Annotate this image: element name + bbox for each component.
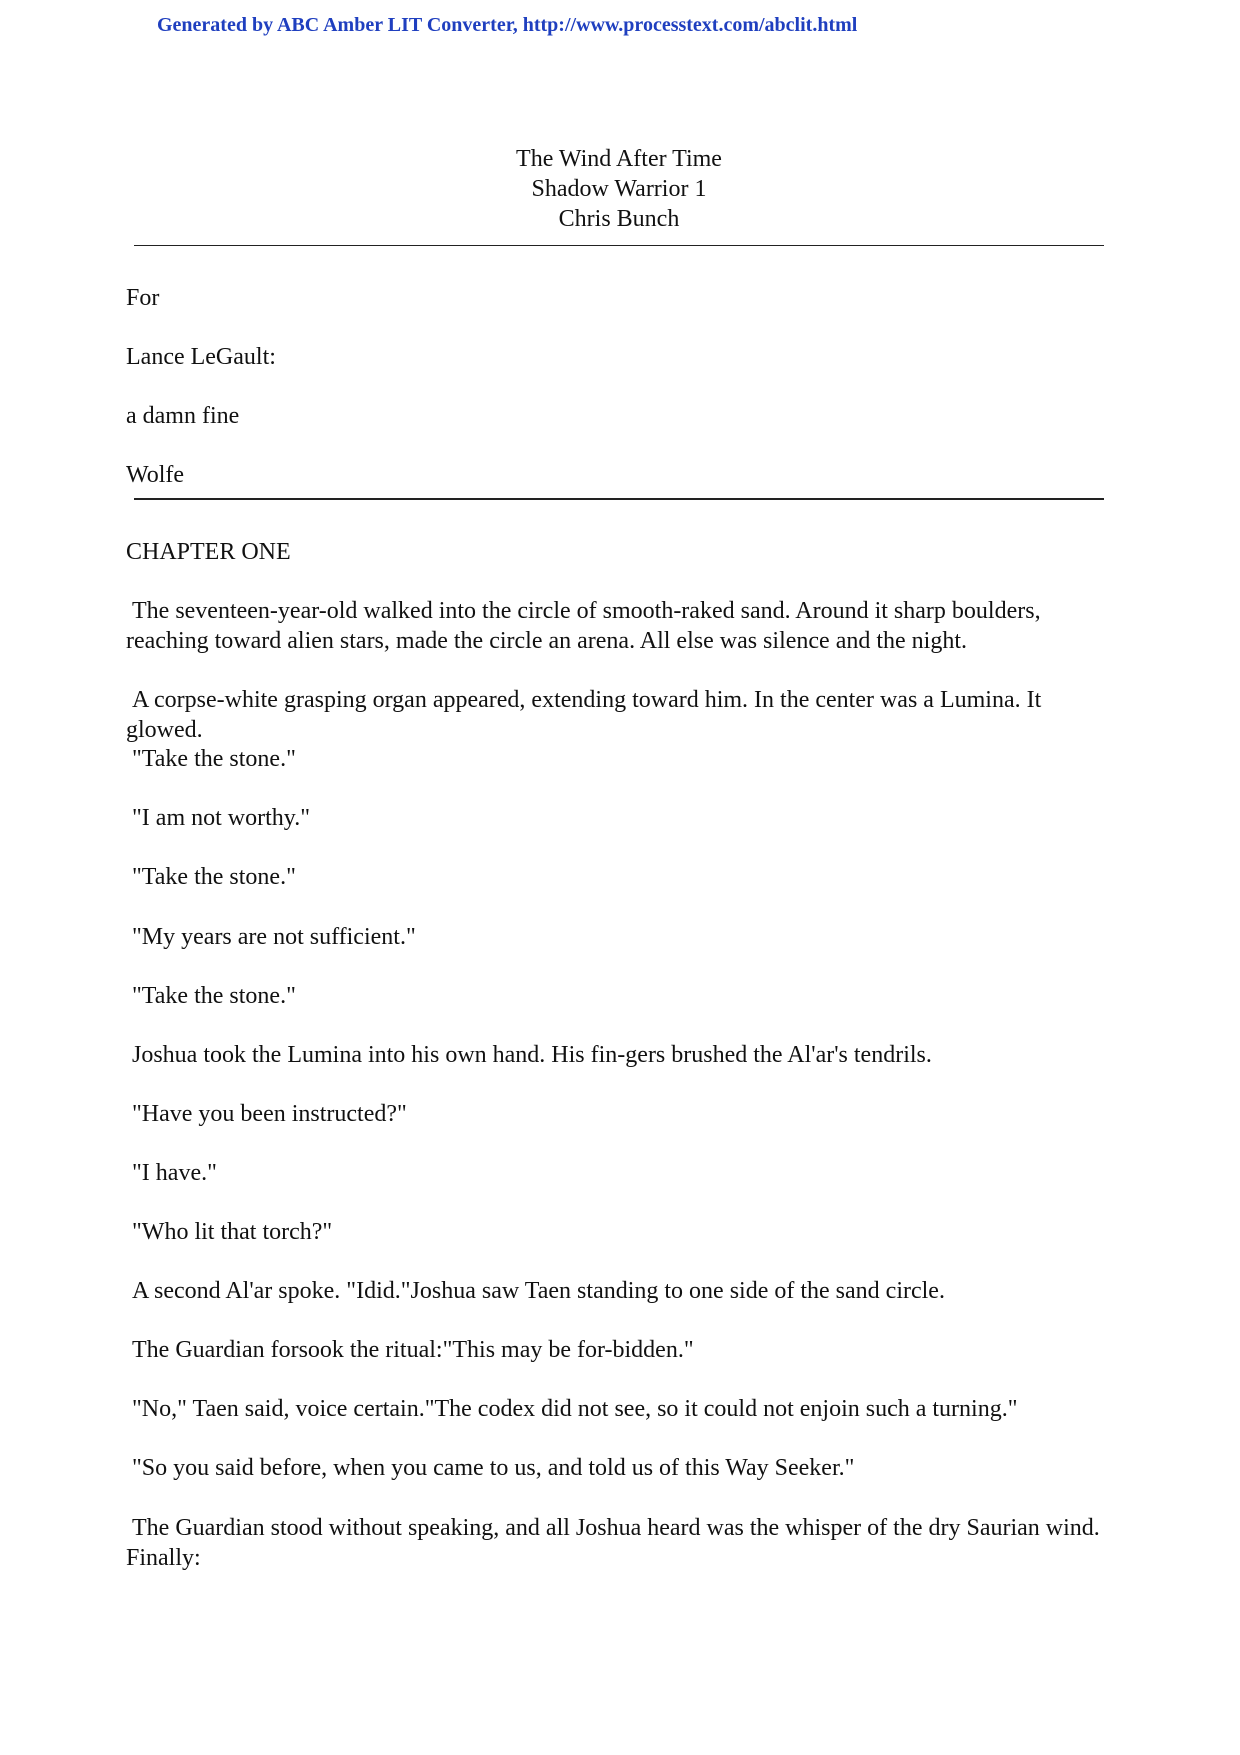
chapter-paragraph: "Take the stone." [126, 983, 296, 1009]
dedication-divider [134, 498, 1104, 500]
chapter-paragraph: The Guardian stood without speaking, and all Joshua heard was the whisper of the dry Saurian wind. Finally: [126, 1515, 1100, 1571]
dedication-line: Lance LeGault: [126, 344, 276, 370]
chapter-paragraph: "My years are not sufficient." [126, 924, 416, 950]
chapter-paragraph: Joshua took the Lumina into his own hand. His fin-gers brushed the Al'ar's tendrils. [126, 1042, 932, 1068]
chapter-paragraph: "Have you been instructed?" [126, 1101, 407, 1127]
dedication-line: Wolfe [126, 462, 185, 488]
chapter-paragraph: "Who lit that torch?" [126, 1219, 333, 1245]
dedication-line: For [126, 285, 160, 311]
chapter-paragraph: "So you said before, when you came to us, and told us of this Way Seeker." [126, 1455, 855, 1481]
book-title: The Wind After Time [516, 146, 722, 172]
chapter-paragraph: "No," Taen said, voice certain."The codex did not see, so it could not enjoin such a turning." [126, 1396, 1018, 1422]
chapter-paragraph: "Take the stone." [126, 864, 296, 890]
chapter-paragraph: A second Al'ar spoke. "Idid."Joshua saw Taen standing to one side of the sand circle. [126, 1278, 945, 1304]
chapter-paragraph: The seventeen-year-old walked into the circle of smooth-raked sand. Around it sharp boulders, reaching toward alien stars, made the circle an arena. All else was silence and the night. [126, 598, 1041, 654]
dedication-line: a damn fine [126, 403, 240, 429]
chapter-paragraph: A corpse-white grasping organ appeared, extending toward him. In the center was a Lumina. It glowed. [126, 687, 1048, 743]
author-name: Chris Bunch [558, 206, 680, 232]
chapter-paragraph: "Take the stone." [126, 746, 296, 772]
chapter-paragraph: "I am not worthy." [126, 805, 311, 831]
title-divider [134, 245, 1104, 246]
converter-banner: Generated by ABC Amber LIT Converter, http://www.processtext.com/abclit.html [157, 14, 858, 36]
chapter-heading: CHAPTER ONE [126, 539, 291, 565]
chapter-paragraph: The Guardian forsook the ritual:"This may be for-bidden." [126, 1337, 694, 1363]
title-block [134, 144, 1104, 234]
series-name: Shadow Warrior 1 [531, 176, 707, 202]
chapter-paragraph: "I have." [126, 1160, 217, 1186]
